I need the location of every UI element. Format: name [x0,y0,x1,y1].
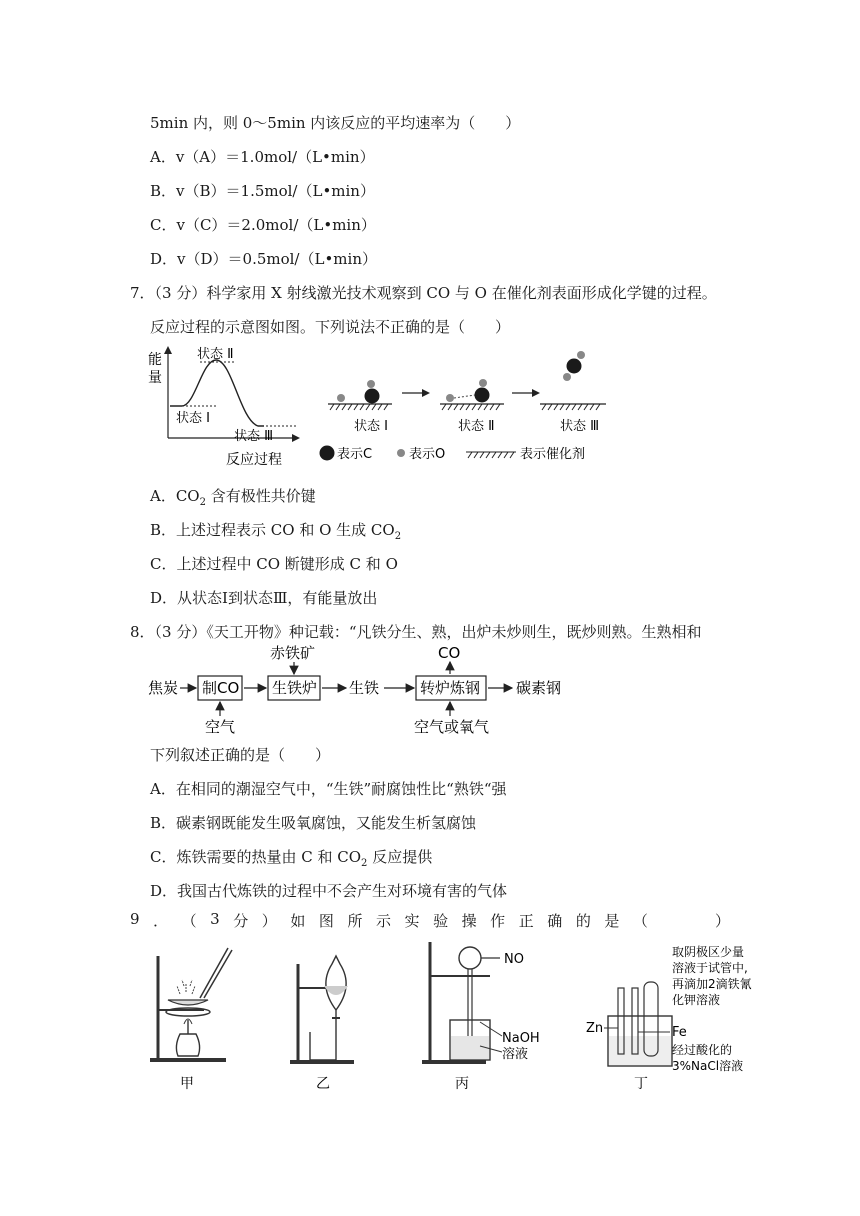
q7-legend-o-dot [397,449,405,457]
label-acidified: 经过酸化的 [672,1043,733,1057]
q7-number: 7． [130,284,155,302]
ding-note-3: 再滴加2滴铁氰 [672,977,752,991]
flow-air-or-o2: 空气或氧气 [414,718,490,736]
q8-flow-diagram [140,642,600,738]
q6-option-a: A．v（A）＝1.0mol/（L•min） [150,148,375,166]
label-no: NO [504,952,524,967]
q8-option-d: D．我国古代炼铁的过程中不会产生对环境有害的气体 [150,882,508,900]
q7-state1-diagram [328,380,392,434]
q7-option-c: C．上述过程中 CO 断键形成 C 和 O [150,555,398,573]
ding-note-1: 取阴极区少量 [672,945,745,959]
q8-option-a: A．在相同的潮湿空气中，“生铁”耐腐蚀性比“熟铁“强 [150,780,507,798]
q7-energy-state2: 状态 Ⅱ [197,347,234,362]
q7-legend-o: 表示O [409,447,446,462]
apparatus-bing [422,942,540,1092]
flow-air: 空气 [205,718,236,736]
label-nacl: 3%NaCl溶液 [672,1059,744,1073]
ding-note-2: 溶液于试管中, [672,961,748,975]
q7-option-b: B．上述过程表示 CO 和 O 生成 $CO_2$ [150,521,402,542]
label-naoh: NaOH [502,1031,540,1046]
q8-option-b: B．碳素钢既能发生吸氧腐蚀，又能发生析氢腐蚀 [150,814,477,832]
q6-option-b: B．v（B）＝1.5mol/（L•min） [150,182,375,200]
q7-option-d: D．从状态Ⅰ到状态Ⅲ，有能量放出 [150,589,378,607]
q7-state1-label: 状态 I [354,419,388,434]
flow-ore: 赤铁矿 [270,644,316,662]
q7-legend-c-dot [320,446,335,461]
q8-option-c: C．炼铁需要的热量由 C 和 $CO_2$ 反应提供 [150,848,433,869]
label-zn: Zn [586,1021,604,1036]
flow-make-co: 制CO [202,679,240,697]
flow-steel: 碳素钢 [516,679,562,697]
flow-converter: 转炉炼钢 [420,679,481,697]
q6-stem-tail: 5min 内，则 0～5min 内该反应的平均速率为（ ） [150,114,521,132]
q7-figure [140,340,620,470]
ding-note-4: 化钾溶液 [672,993,721,1007]
q8-prompt: 下列叙述正确的是（ ） [150,746,331,764]
q7-legend-catalyst-hatch [466,452,516,458]
q9-stem: 9 ． （ 3 分 ） 如 图 所 示 实 验 操 作 正 确 的 是 （ ） [130,910,730,930]
q7-option-a: A．$CO_2$ 含有极性共价键 [150,487,316,508]
label-jia: 甲 [180,1076,194,1092]
apparatus-ding [586,944,752,1092]
q7-y-label-2: 量 [148,370,162,386]
flow-co-out: CO [438,644,461,662]
q7-energy-state1: 状态 I [176,411,210,426]
flow-pig-iron: 生铁 [349,679,380,697]
label-ding: 丁 [634,1076,648,1092]
label-fe: Fe [672,1025,687,1040]
label-yi: 乙 [316,1076,330,1092]
q7-state2-label: 状态 Ⅱ [458,419,495,434]
q7-legend-catalyst: 表示催化剂 [520,447,586,462]
q7-state3-label: 状态 Ⅲ [560,419,600,434]
q7-stem-line1: （3 分）科学家用 X 射线激光技术观察到 CO 与 O 在催化剂表面形成化学键的过程。 [154,284,717,302]
q7-state3-diagram [540,351,606,434]
q7-x-label: 反应过程 [226,452,282,468]
q7-y-label-1: 能 [148,352,162,368]
label-naoh-solution: 溶液 [502,1047,529,1062]
q7-stem-line2: 反应过程的示意图如图。下列说法不正确的是（ ） [150,318,511,336]
q7-legend-c: 表示C [337,447,373,462]
label-bing: 丙 [455,1076,469,1092]
q9-figure [140,936,752,1096]
q7-energy-state3: 状态 Ⅲ [234,429,274,444]
flow-coke: 焦炭 [148,679,179,697]
q8-stem-text: （3 分）《天工开物》种记载：“凡铁分生、熟，出炉未炒则生，既炒则熟。生熟相和 [154,623,702,641]
q8-stem [130,621,702,642]
q6-option-d: D．v（D）＝0.5mol/（L•min） [150,250,377,268]
flow-furnace: 生铁炉 [272,679,318,697]
apparatus-jia [150,948,232,1092]
q6-option-c: C．v（C）＝2.0mol/（L•min） [150,216,376,234]
q7-state2-diagram [440,379,504,434]
apparatus-yi [290,956,354,1092]
q7-stem [130,282,717,303]
q8-number: 8． [130,623,155,641]
